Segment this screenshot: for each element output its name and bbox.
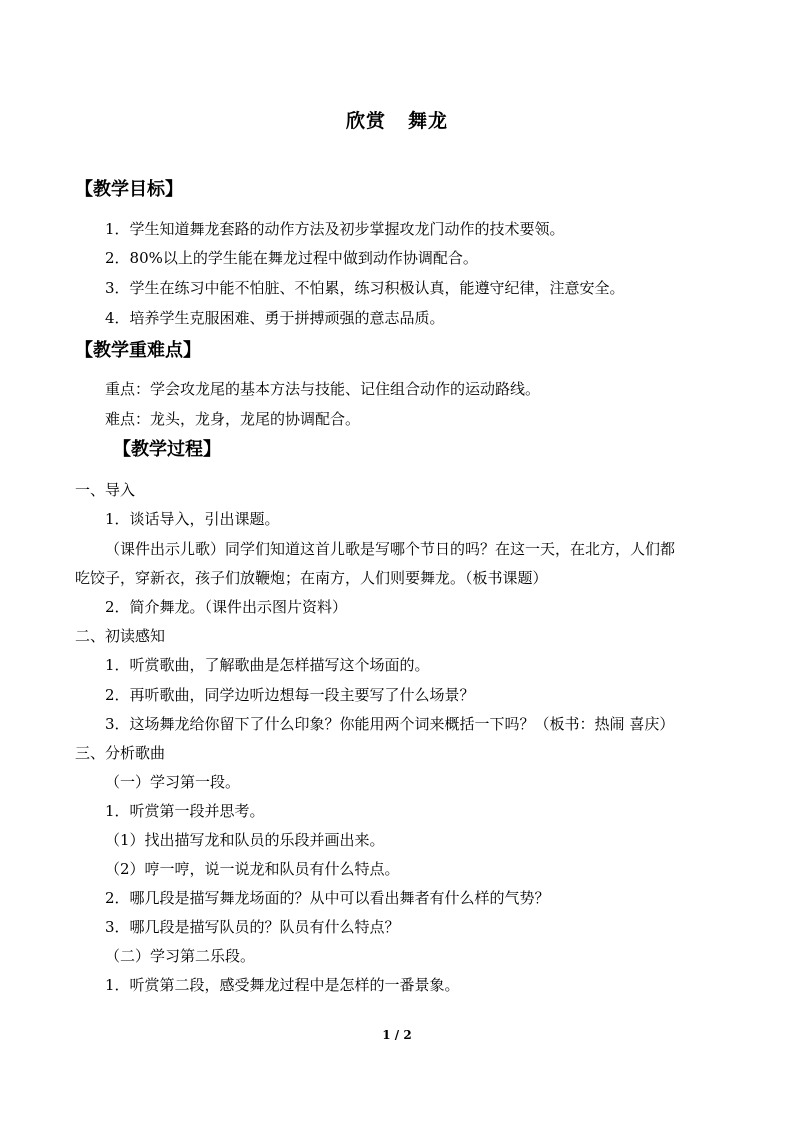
goal-item-4: 4．培养学生克服困难、勇于拼搏顽强的意志品质。	[105, 309, 445, 327]
section-intro-title: 一、导入	[75, 481, 136, 499]
process-line: 3．这场舞龙给你留下了什么印象？你能用两个词来概括一下吗？（板书：热闹 喜庆）	[105, 715, 675, 733]
process-line: （课件出示儿歌）同学们知道这首儿歌是写哪个节日的吗？在这一天，在北方，人们都	[105, 540, 676, 558]
process-line: 3．哪几段是描写队员的？队员有什么特点？	[105, 918, 400, 936]
key-point-focus: 重点：学会攻龙尾的基本方法与技能、记住组合动作的运动路线。	[105, 380, 541, 398]
process-line: 1．听赏第一段并思考。	[105, 802, 265, 820]
page-number: 1 / 2	[382, 1028, 412, 1042]
key-point-difficulty: 难点：龙头，龙身，龙尾的协调配合。	[105, 410, 361, 428]
process-line: 2．哪几段是描写舞龙场面的？从中可以看出舞者有什么样的气势？	[105, 889, 550, 907]
process-line: 2．再听歌曲，同学边听边想每一段主要写了什么场景？	[105, 686, 475, 704]
process-line: 1．听赏第二段，感受舞龙过程中是怎样的一番景象。	[105, 976, 460, 994]
process-line: （二）学习第二乐段。	[105, 947, 256, 965]
goal-item-2: 2．80%以上的学生能在舞龙过程中做到动作协调配合。	[105, 249, 478, 267]
section-reading-title: 二、初读感知	[75, 627, 166, 645]
process-line: 1．听赏歌曲，了解歌曲是怎样描写这个场面的。	[105, 656, 430, 674]
title-part-1: 欣赏	[345, 110, 386, 132]
goals-heading: 【教学目标】	[75, 179, 183, 200]
key-points-heading: 【教学重难点】	[75, 340, 201, 361]
process-heading: 【教学过程】	[113, 439, 221, 460]
process-line: （1）找出描写龙和队员的乐段并画出来。	[105, 831, 385, 849]
title-part-2: 舞龙	[408, 110, 449, 132]
section-analysis-title: 三、分析歌曲	[75, 744, 166, 762]
process-line: （2）哼一哼，说一说龙和队员有什么特点。	[105, 860, 400, 878]
process-line: 2．简介舞龙。（课件出示图片资料）	[105, 598, 348, 616]
process-line: 吃饺子，穿新衣，孩子们放鞭炮；在南方，人们则要舞龙。（板书课题）	[75, 569, 548, 587]
process-line: 1．谈话导入，引出课题。	[105, 510, 280, 528]
process-line: （一）学习第一段。	[105, 773, 241, 791]
page-title	[0, 106, 794, 133]
goal-item-3: 3．学生在练习中能不怕脏、不怕累，练习积极认真，能遵守纪律，注意安全。	[105, 279, 625, 297]
goal-item-1: 1．学生知道舞龙套路的动作方法及初步掌握攻龙门动作的技术要领。	[105, 220, 565, 238]
